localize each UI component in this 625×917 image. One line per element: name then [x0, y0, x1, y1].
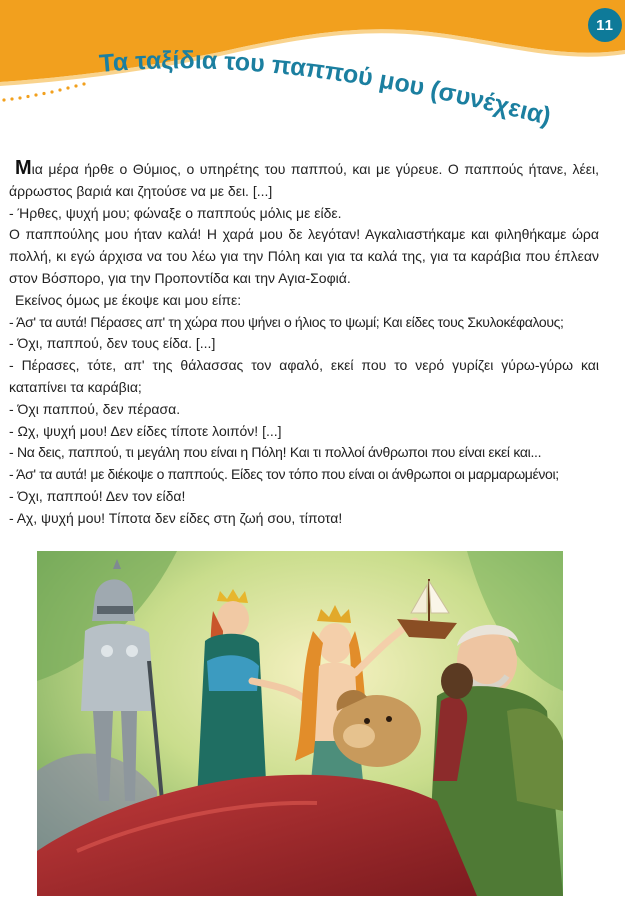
story-illustration — [37, 551, 563, 896]
story-paragraph: - Όχι, παππού, δεν τους είδα. [...] — [9, 335, 216, 352]
story-paragraph: - Ήρθες, ψυχή μου; φώναξε ο παππούς μόλις με είδε. — [9, 204, 342, 221]
story-paragraph: Εκείνος όμως με έκοψε και μου είπε: — [15, 291, 242, 308]
story-paragraph: - Όχι, παππού! Δεν τον είδα! — [9, 487, 186, 504]
story-paragraph: Μια μέρα ήρθε ο Θύμιος, ο υπηρέτης του παππού, και με γύρευε. Ο παππούς ήτανε, λέει, άρρωστος βαριά και ζητούσε να με δει. [...] — [9, 157, 599, 199]
page-title-text: Τα ταξίδια του παππού μου (συνέχεια) — [98, 46, 554, 131]
story-paragraph: - Άσ' τα αυτά! με διέκοψε ο παππούς. Είδες τον τόπο που είναι οι άνθρωποι οι μαρμαρωμένοι; — [9, 466, 559, 483]
story-paragraph: - Όχι παππού, δεν πέρασα. — [9, 400, 181, 417]
page-number-badge: 11 — [588, 8, 622, 42]
story-paragraph: - Να δεις, παππού, τι μεγάλη που είναι η Πόλη! Και τι πολλοί άνθρωποι που είναι εκεί και... — [9, 444, 542, 461]
story-paragraph: Ο παππούλης μου ήταν καλά! Η χαρά μου δε λεγόταν! Αγκαλιαστήκαμε και φιληθήκαμε ώρα πολλή, κι εγώ άρχισα να του λέω για την Πόλη και για τα καλά της, για τα καράβια που έπλεαν στον Βόσπορο, για την Προποντίδα και την Αγια-Σοφιά. — [9, 226, 599, 286]
page-title — [0, 0, 625, 160]
story-paragraph: - Άσ' τα αυτά! Πέρασες απ' τη χώρα που ψήνει ο ήλιος το ψωμί; Και είδες τους Σκυλοκέφαλους; — [9, 313, 564, 330]
dropcap-letter: Μ — [15, 157, 32, 179]
story-text — [9, 158, 599, 530]
story-paragraph: - Αχ, ψυχή μου! Τίποτα δεν είδες στη ζωή σου, τίποτα! — [9, 509, 343, 526]
story-paragraph: - Ωχ, ψυχή μου! Δεν είδες τίποτε λοιπόν! [...] — [9, 422, 282, 439]
svg-text:Τα ταξίδια του παππού μου (συν — [98, 46, 553, 130]
story-paragraph: - Πέρασες, τότε, απ' της θάλασσας τον αφαλό, εκεί που το νερό γυρίζει γύρω-γύρω και καταπίνει τα καράβια; — [9, 357, 599, 395]
